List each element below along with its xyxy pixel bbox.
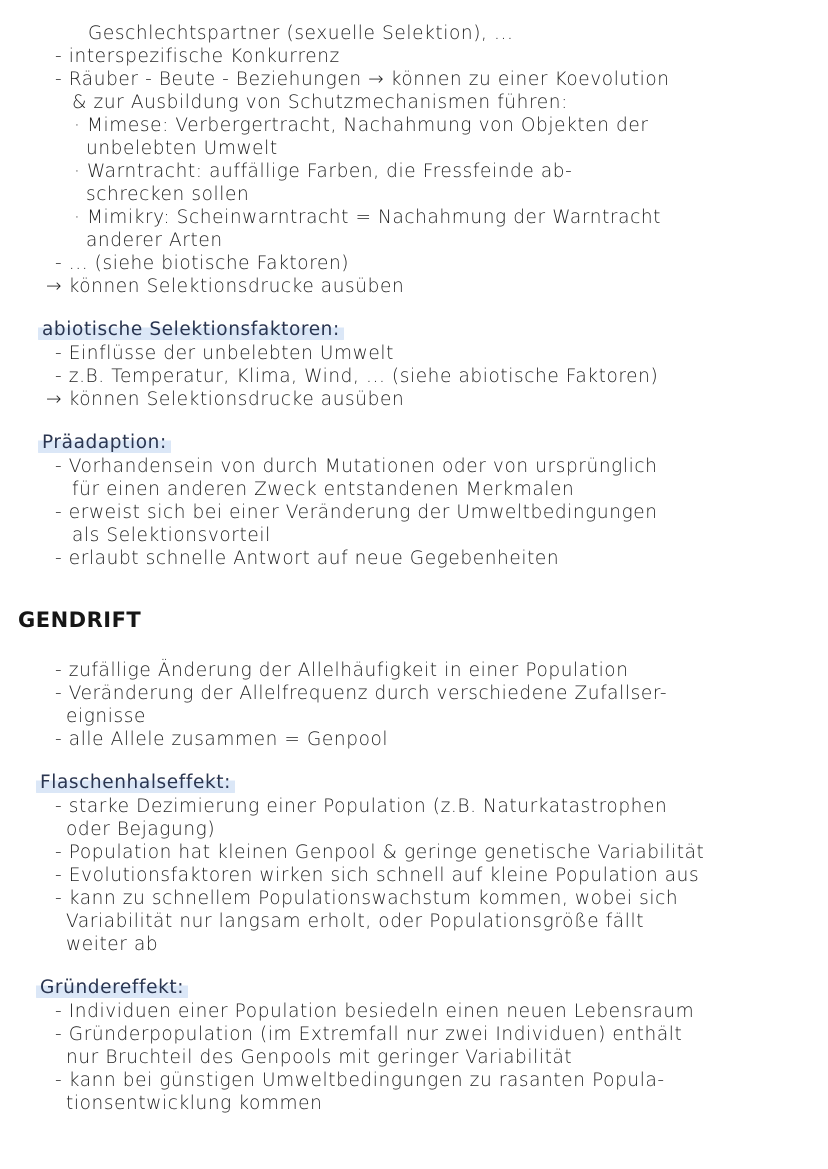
text-line: anderer Arten bbox=[86, 230, 223, 251]
text-line: - zufällige Änderung der Allelhäufigkeit in einer Population bbox=[55, 660, 629, 681]
text-line: - Gründerpopulation (im Extremfall nur zwei Individuen) enthält bbox=[55, 1024, 683, 1045]
page-title-gendrift: GENDRIFT bbox=[18, 608, 142, 632]
text-line: nur Bruchteil des Genpools mit geringer Variabilität bbox=[66, 1047, 573, 1068]
text-line: - ... (siehe biotische Faktoren) bbox=[55, 253, 350, 274]
text-line: - kann zu schnellem Populationswachstum kommen, wobei sich bbox=[55, 888, 679, 909]
section-heading-flaschenhals: Flaschenhalseffekt: bbox=[36, 771, 235, 795]
text-line: unbelebten Umwelt bbox=[86, 138, 278, 159]
text-line: - Individuen einer Population besiedeln einen neuen Lebensraum bbox=[55, 1001, 695, 1022]
text-line: - Population hat kleinen Genpool & geringe genetische Variabilität bbox=[55, 842, 705, 863]
text-line: - interspezifische Konkurrenz bbox=[55, 46, 340, 67]
text-line: Geschlechtspartner (sexuelle Selektion), ... bbox=[88, 23, 514, 44]
text-line: - Vorhandensein von durch Mutationen oder von ursprünglich bbox=[55, 456, 658, 477]
text-line: - kann bei günstigen Umweltbedingungen zu rasanten Popula- bbox=[55, 1070, 665, 1091]
text-line: - Veränderung der Allelfrequenz durch verschiedene Zufallser- bbox=[55, 683, 668, 704]
text-line: - starke Dezimierung einer Population (z.B. Naturkatastrophen bbox=[55, 796, 668, 817]
section-heading-gruender: Gründereffekt: bbox=[36, 976, 188, 1000]
text-line: - erlaubt schnelle Antwort auf neue Gegebenheiten bbox=[55, 548, 560, 569]
text-line: · Mimese: Verbergertracht, Nachahmung von Objekten der bbox=[74, 115, 649, 136]
section-heading-praeadaption: Präadaption: bbox=[38, 431, 171, 455]
text-line: für einen anderen Zweck entstandenen Merkmalen bbox=[72, 479, 575, 500]
text-line: oder Bejagung) bbox=[66, 819, 216, 840]
text-line: → können Selektionsdrucke ausüben bbox=[46, 389, 405, 410]
text-line: · Mimikry: Scheinwarntracht = Nachahmung der Warntracht bbox=[74, 207, 662, 228]
text-line: - Evolutionsfaktoren wirken sich schnell auf kleine Population aus bbox=[55, 865, 700, 886]
text-line: - Einflüsse der unbelebten Umwelt bbox=[55, 343, 394, 364]
text-line: schrecken sollen bbox=[86, 184, 250, 205]
text-line: → können Selektionsdrucke ausüben bbox=[46, 276, 405, 297]
text-line: - erweist sich bei einer Veränderung der Umweltbedingungen bbox=[55, 502, 658, 523]
text-line: tionsentwicklung kommen bbox=[66, 1093, 323, 1114]
text-line: - z.B. Temperatur, Klima, Wind, ... (siehe abiotische Faktoren) bbox=[55, 366, 659, 387]
text-line: weiter ab bbox=[66, 934, 159, 955]
text-line: - Räuber - Beute - Beziehungen → können zu einer Koevolution bbox=[55, 69, 670, 90]
text-line: als Selektionsvorteil bbox=[72, 525, 271, 546]
text-line: & zur Ausbildung von Schutzmechanismen führen: bbox=[72, 92, 568, 113]
text-line: · Warntracht: auffällige Farben, die Fressfeinde ab- bbox=[74, 161, 573, 182]
text-line: Variabilität nur langsam erholt, oder Populationsgröße fällt bbox=[66, 911, 645, 932]
section-heading-abiotisch: abiotische Selektionsfaktoren: bbox=[38, 318, 344, 342]
text-line: eignisse bbox=[66, 706, 146, 727]
text-line: - alle Allele zusammen = Genpool bbox=[55, 729, 389, 750]
